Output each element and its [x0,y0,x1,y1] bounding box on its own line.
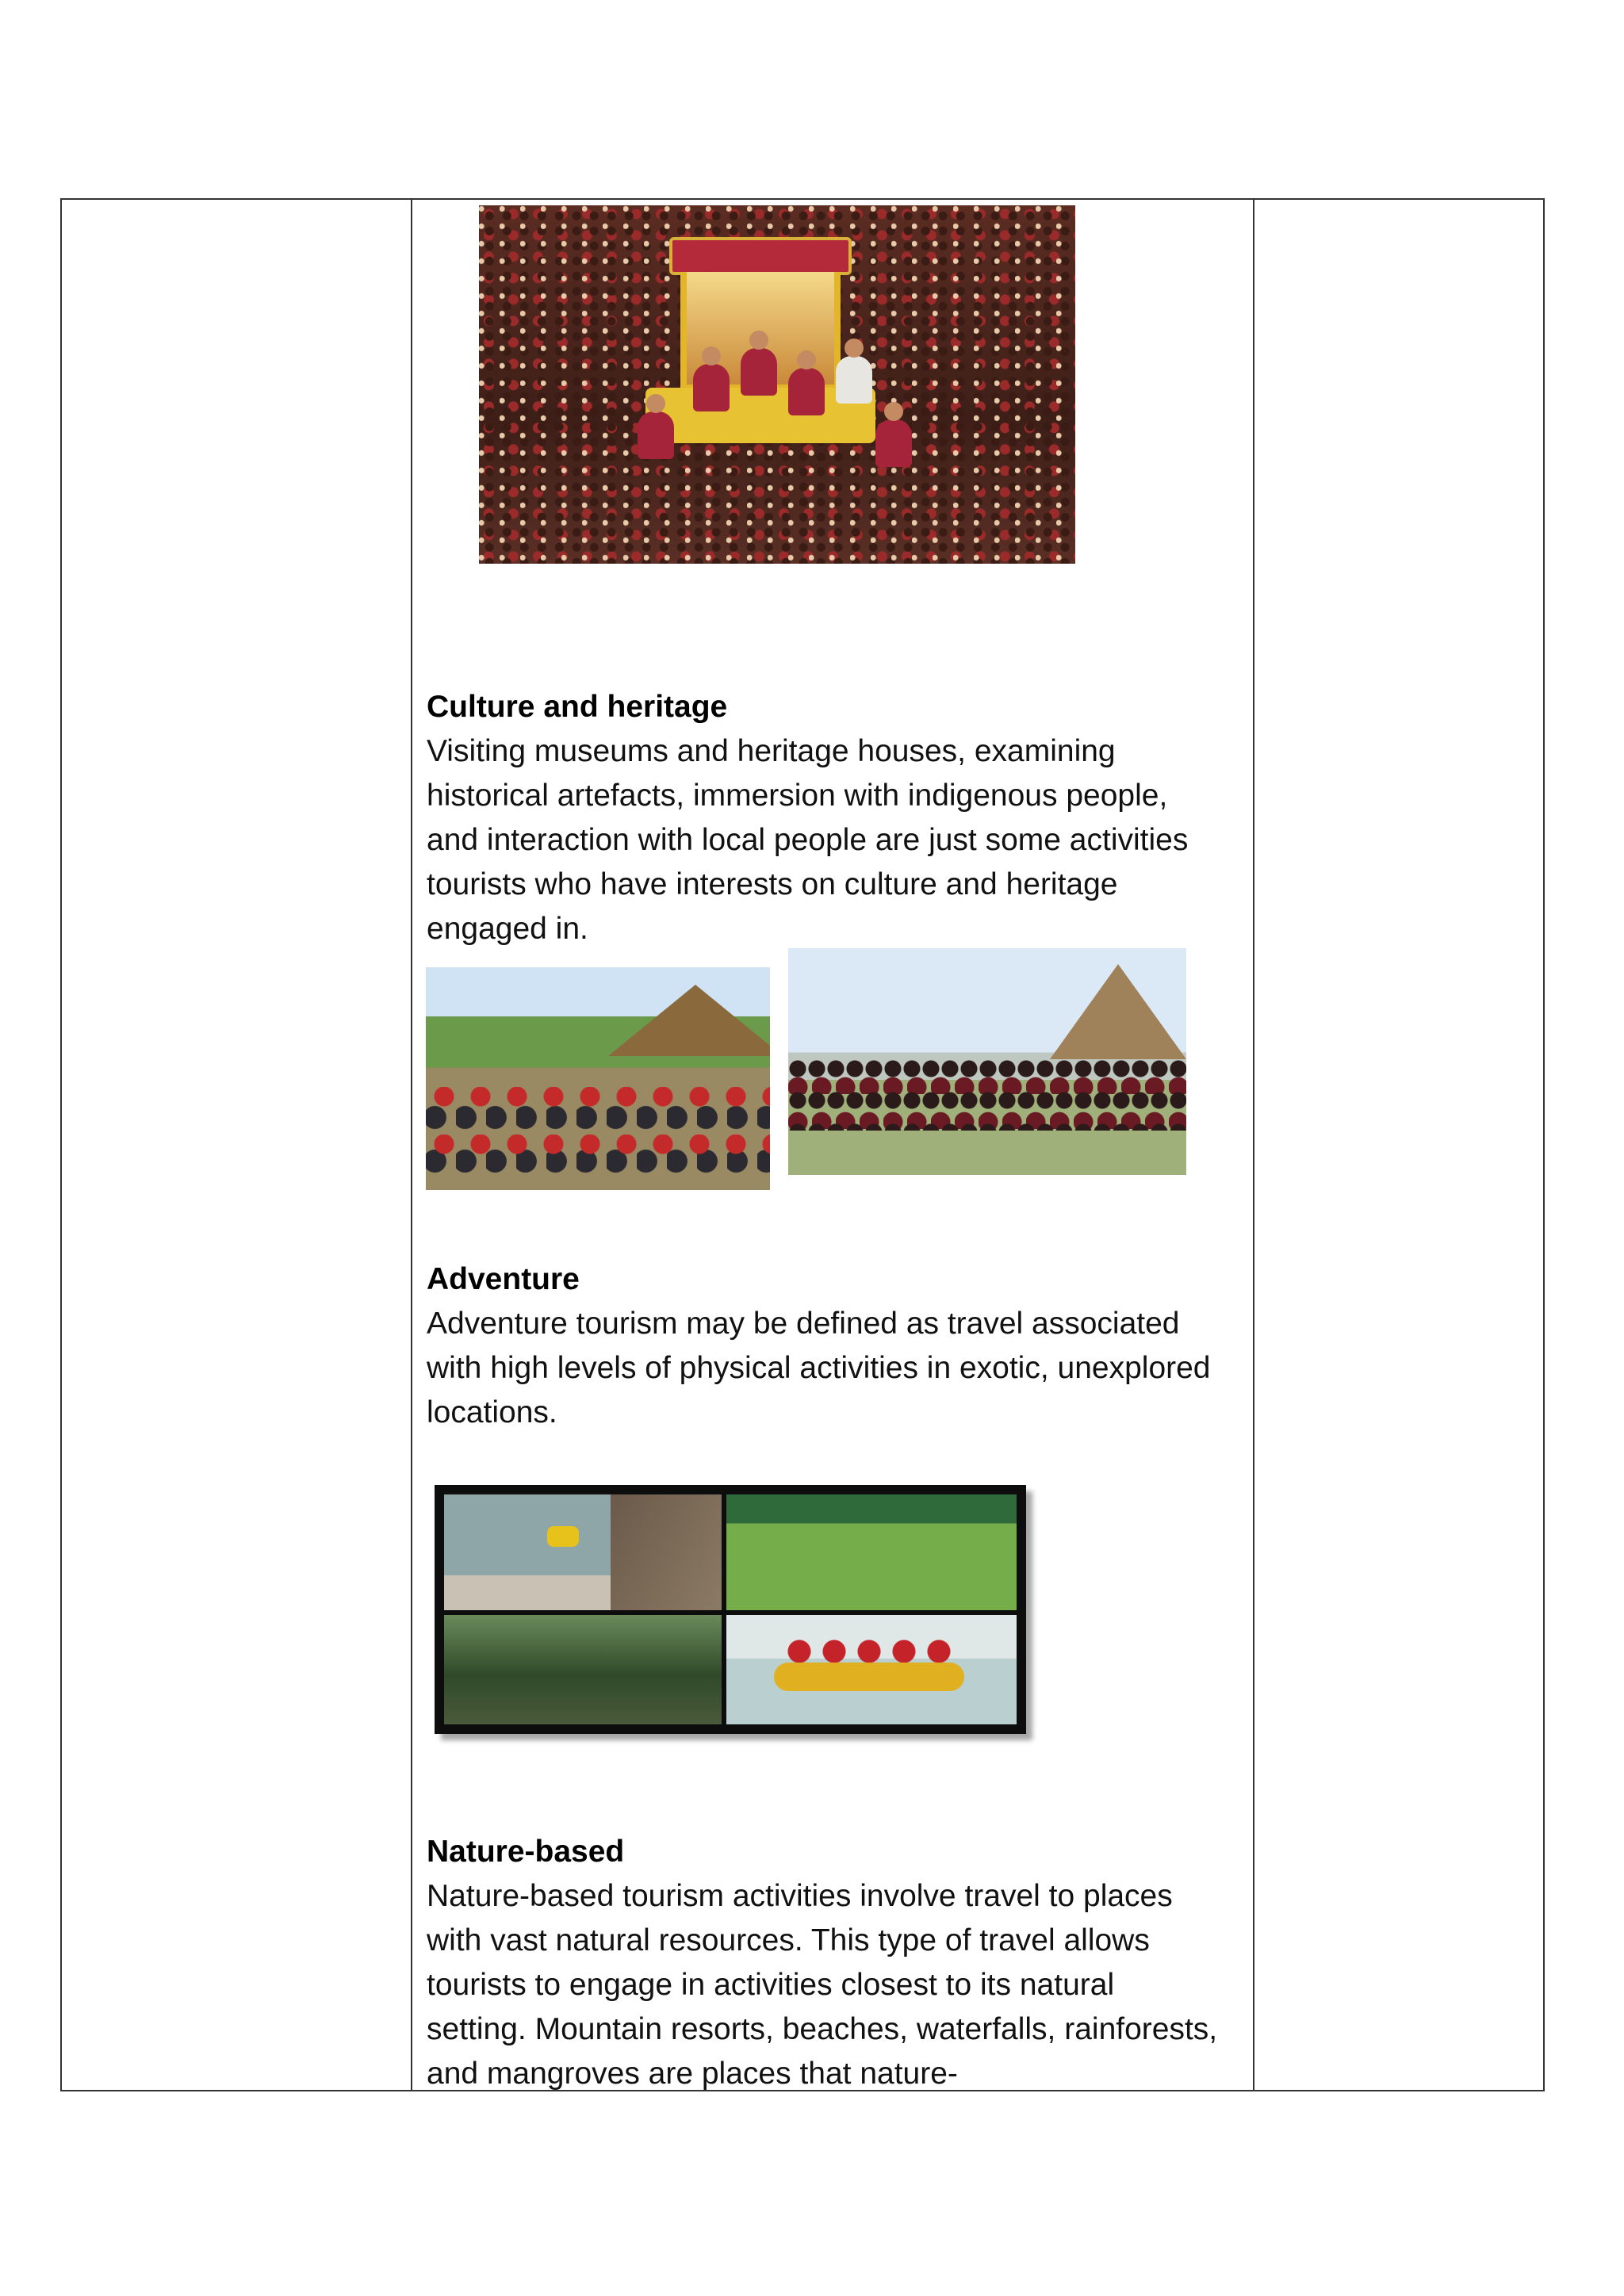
rock-climbing-tile [444,1494,722,1610]
indigenous-dance-photo [426,967,770,1190]
column-divider-right [1253,200,1254,2090]
adventure-collage-photo [435,1485,1026,1734]
hill-trekking-tile [726,1494,1017,1610]
section-title-culture: Culture and heritage [427,690,728,724]
section-body-adventure: Adventure tourism may be defined as travel associated with high levels of physical activities in exotic, unexplored locations. [427,1307,1211,1429]
section-body-nature: Nature-based tourism activities involve travel to places with vast natural resources. This type of travel allows tourists to engage in activities closest to its natural setting. Mountain resorts, beaches, waterfalls, rainforests, and mangroves are places that nature- [427,1879,1218,2091]
hut-shape [608,985,770,1056]
devotee-figure [693,364,730,411]
column-divider-left [411,200,412,2090]
white-water-rafting-tile [726,1615,1017,1724]
hut-shape [1050,964,1186,1059]
devotee-figure [788,368,825,415]
section-body-culture: Visiting museums and heritage houses, examining historical artefacts, immersion with indigenous people, and interaction with local people are just some activities tourists who have interests on culture and heritage engaged in. [427,734,1189,946]
section-title-adventure: Adventure [427,1262,580,1296]
zipline-forest-tile [444,1615,722,1724]
drummers-photo [788,948,1186,1175]
section-title-nature: Nature-based [427,1835,625,1869]
devotee-figure [836,356,872,404]
devotee-figure [638,411,674,459]
drummers-shape [788,1059,1186,1131]
procession-crowd-photo [479,205,1075,564]
devotee-figure [875,419,912,467]
devotee-figure [741,348,777,396]
dancers-shape [426,1087,770,1174]
